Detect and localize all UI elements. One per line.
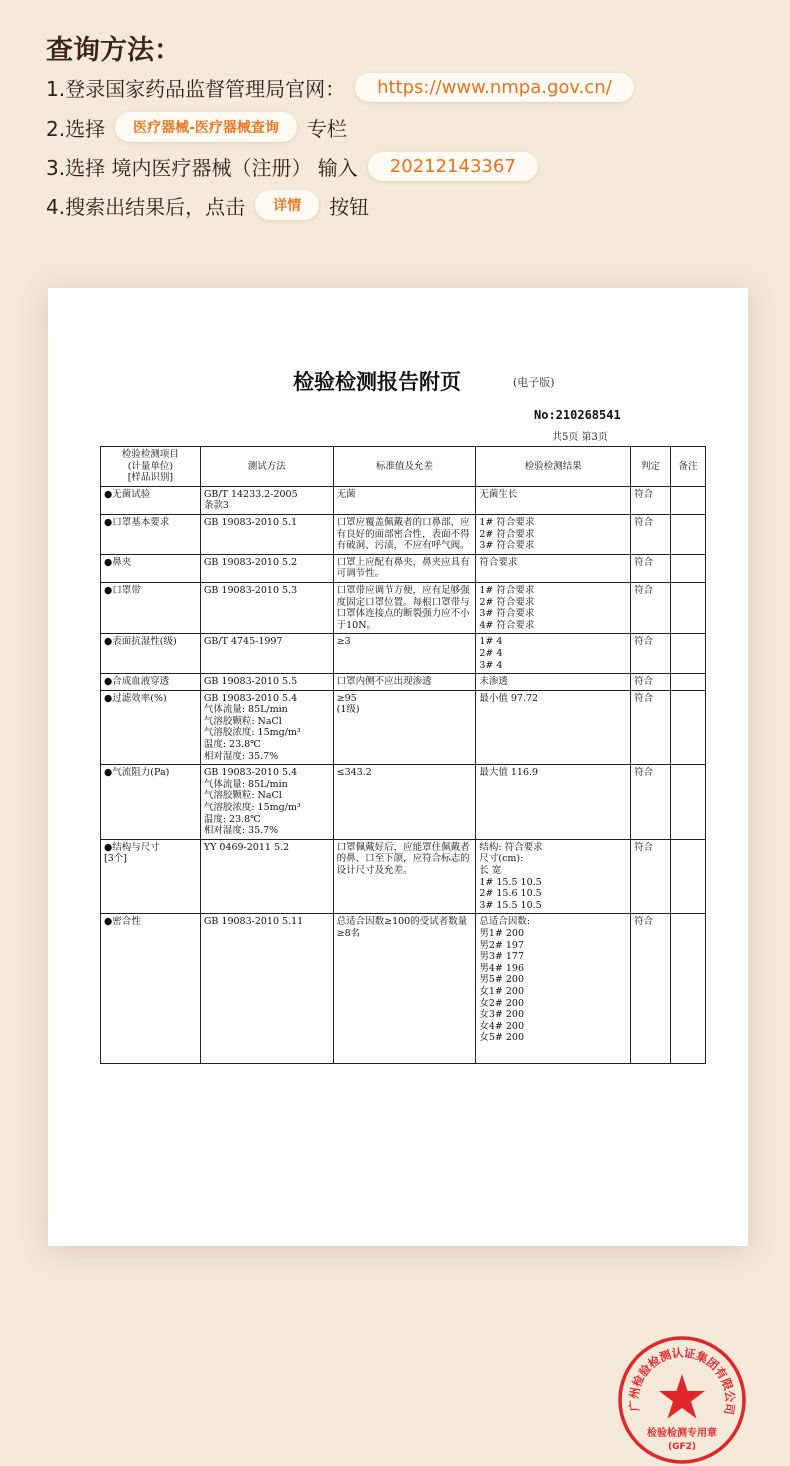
header-item: 检验检测项目 (计量单位) [样品识别]	[101, 447, 201, 487]
cell-result: 符合要求	[476, 554, 631, 582]
cell-result: 1# 符合要求 2# 符合要求 3# 符合要求	[476, 514, 631, 554]
table-row	[101, 765, 706, 840]
cell-remarks	[671, 554, 706, 582]
cell-method: GB 19083-2010 5.4 气体流量: 85L/min 气溶胶颗粒: NaCl 气溶胶浓度: 15mg/m³ 温度: 23.8℃ 相对湿度: 35.7%	[200, 765, 333, 840]
header-judgement: 判定	[631, 447, 671, 487]
table-row	[101, 674, 706, 691]
cell-remarks	[671, 634, 706, 674]
cell-item: ●鼻夹	[101, 554, 201, 582]
cell-method: GB 19083-2010 5.1	[200, 514, 333, 554]
cell-remarks	[671, 914, 706, 1064]
table-row	[101, 690, 706, 765]
cell-judgement: 符合	[631, 554, 671, 582]
cell-method: GB/T 4745-1997	[200, 634, 333, 674]
header-result: 检验检测结果	[476, 447, 631, 487]
cell-standard: 口罩应覆盖佩戴者的口鼻部，应有良好的面部密合性，表面不得有破洞、污渍，不应有呼气阀。	[333, 514, 476, 554]
cell-method: GB 19083-2010 5.5	[200, 674, 333, 691]
cell-judgement: 符合	[631, 582, 671, 633]
header-remarks: 备注	[671, 447, 706, 487]
seal-star-icon	[659, 1374, 705, 1419]
official-seal	[616, 1334, 748, 1466]
cell-result: 最小值 97.72	[476, 690, 631, 765]
cell-result: 无菌生长	[476, 486, 631, 514]
cell-method: GB/T 14233.2-2005 条款3	[200, 486, 333, 514]
report-page-info: 共5页 第3页	[552, 432, 608, 443]
table-row	[101, 839, 706, 914]
cell-result: 1# 符合要求 2# 符合要求 3# 符合要求 4# 符合要求	[476, 582, 631, 633]
step-2-text: 2.选择	[46, 116, 106, 141]
step-4	[46, 190, 369, 220]
report-document	[48, 288, 748, 1452]
step-2	[46, 112, 347, 142]
report-subtitle: (电子版)	[513, 376, 555, 389]
cell-standard: 总适合因数≥100的受试者数量≥8名	[333, 914, 476, 1064]
cell-result: 总适合因数: 男1# 200 男2# 197 男3# 177 男4# 196 男5# 200 女1# 200 女2# 200 女3# 200 女4# 200 女5# 200	[476, 914, 631, 1064]
table-row	[101, 582, 706, 633]
details-button-pill: 详情	[255, 190, 319, 220]
report-title: 检验检测报告附页	[293, 369, 461, 394]
cell-item: ●口罩基本要求	[101, 514, 201, 554]
cell-standard: 口罩带应调节方便，应有足够强度固定口罩位置。每根口罩带与口罩体连接点的断裂强力应不小于10N。	[333, 582, 476, 633]
table-header-row	[101, 447, 706, 487]
cell-judgement: 符合	[631, 514, 671, 554]
seal-arc-text: 广州检验检测认证集团有限公司	[626, 1345, 738, 1416]
cell-result: 结构: 符合要求 尺寸(cm): 长 宽 1# 15.5 10.5 2# 15.6 10.5 3# 15.5 10.5	[476, 839, 631, 914]
table-row	[101, 914, 706, 1064]
cell-standard: 口罩内侧不应出现渗透	[333, 674, 476, 691]
cell-method: GB 19083-2010 5.3	[200, 582, 333, 633]
table-row	[101, 486, 706, 514]
cell-standard: 口罩佩戴好后，应能罩住佩戴者的鼻、口至下颌，应符合标志的设计尺寸及允差。	[333, 839, 476, 914]
cell-judgement: 符合	[631, 839, 671, 914]
cell-judgement: 符合	[631, 486, 671, 514]
table-row	[101, 554, 706, 582]
cell-item: ●口罩带	[101, 582, 201, 633]
cell-standard: ≤343.2	[333, 765, 476, 840]
header-method: 测试方法	[200, 447, 333, 487]
table-row	[101, 634, 706, 674]
seal-code: (GF2)	[667, 1442, 697, 1452]
step-4-suffix: 按钮	[329, 194, 370, 219]
cell-method: YY 0469-2011 5.2	[200, 839, 333, 914]
cell-judgement: 符合	[631, 690, 671, 765]
cell-item: ●无菌试验	[101, 486, 201, 514]
cell-judgement: 符合	[631, 674, 671, 691]
cell-method: GB 19083-2010 5.4 气体流量: 85L/min 气溶胶颗粒: NaCl 气溶胶浓度: 15mg/m³ 温度: 23.8℃ 相对湿度: 35.7%	[200, 690, 333, 765]
cell-remarks	[671, 839, 706, 914]
step-3-text: 3.选择 境内医疗器械（注册） 输入	[46, 156, 358, 180]
cell-result: 最大值 116.9	[476, 765, 631, 840]
cell-standard: 口罩上应配有鼻夹，鼻夹应具有可调节性。	[333, 554, 476, 582]
cell-item: ●过滤效率(%)	[101, 690, 201, 765]
cell-judgement: 符合	[631, 765, 671, 840]
step-3	[46, 152, 538, 181]
cell-result: 1# 4 2# 4 3# 4	[476, 634, 631, 674]
cell-method: GB 19083-2010 5.2	[200, 554, 333, 582]
device-query-section-pill: 医疗器械-医疗器械查询	[115, 112, 297, 142]
cell-item: ●合成血液穿透	[101, 674, 201, 691]
cell-item: ●结构与尺寸 [3个]	[101, 839, 201, 914]
cell-remarks	[671, 486, 706, 514]
cell-item: ●表面抗湿性(级)	[101, 634, 201, 674]
registration-number-pill: 20212143367	[368, 152, 538, 181]
cell-remarks	[671, 582, 706, 633]
step-2-suffix: 专栏	[306, 116, 347, 141]
report-number: No:210268541	[534, 408, 621, 422]
nmpa-website-link[interactable]: https://www.nmpa.gov.cn/	[355, 73, 634, 102]
cell-judgement: 符合	[631, 634, 671, 674]
report-table	[100, 446, 706, 1064]
cell-remarks	[671, 514, 706, 554]
step-1	[46, 73, 634, 102]
cell-standard: ≥95 (1级)	[333, 690, 476, 765]
cell-standard: 无菌	[333, 486, 476, 514]
page-heading: 查询方法：	[46, 35, 181, 66]
header-standard: 标准值及允差	[333, 447, 476, 487]
cell-result: 未渗透	[476, 674, 631, 691]
cell-method: GB 19083-2010 5.11	[200, 914, 333, 1064]
cell-remarks	[671, 690, 706, 765]
table-row	[101, 514, 706, 554]
step-1-text: 1.登录国家药品监督管理局官网：	[46, 77, 346, 101]
cell-remarks	[671, 674, 706, 691]
cell-judgement: 符合	[631, 914, 671, 1064]
cell-standard: ≥3	[333, 634, 476, 674]
cell-remarks	[671, 765, 706, 840]
cell-item: ●密合性	[101, 914, 201, 1064]
step-4-text: 4.搜索出结果后，点击	[46, 194, 246, 219]
seal-inner-text: 检验检测专用章	[647, 1428, 717, 1439]
cell-item: ●气流阻力(Pa)	[101, 765, 201, 840]
